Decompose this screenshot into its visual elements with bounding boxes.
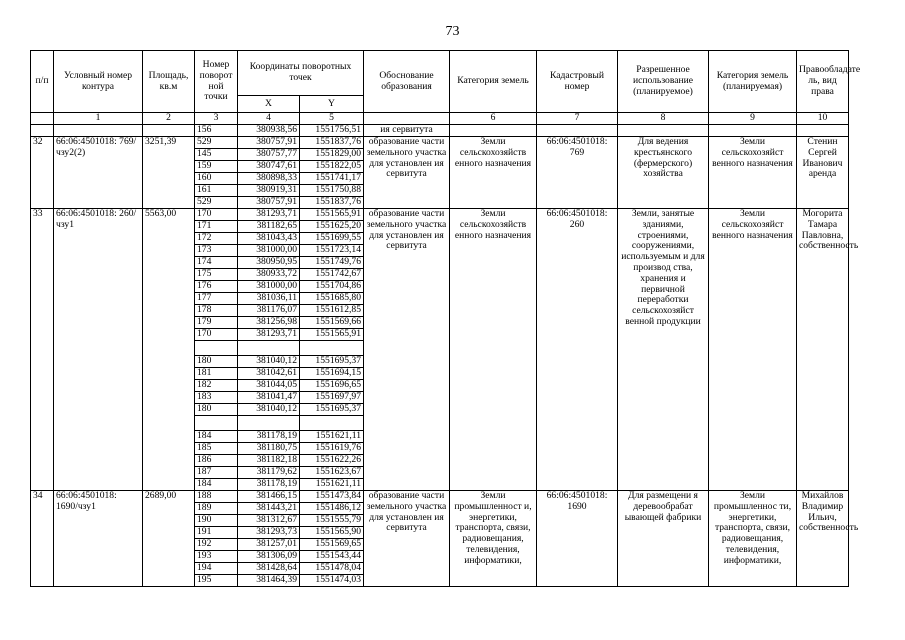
coord-x: 381000,00 [238, 281, 300, 293]
coord-x: 380938,56 [238, 125, 300, 137]
coord-x: 381043,43 [238, 233, 300, 245]
point-number: 160 [195, 173, 238, 185]
category-cell: Земли промышленност и, энергетики, транспорта, связи, радиовещания, телевидения, информатики, [450, 491, 537, 587]
reason-cell: образование части земельного участка для установлен ия сервитута [364, 137, 450, 209]
point-number: 189 [195, 503, 238, 515]
contour-number: 66:06:4501018: 260/чзу1 [54, 209, 143, 491]
coord-y: 1551625,20 [300, 221, 364, 233]
permitted-use: Земли, занятые зданиями, строениями, сооружениями, используемым и для производ ства, хранения и первичной переработки сельскохозяйст венной продукции [618, 209, 709, 491]
header-use: Разрешенное использование (планируемое) [618, 51, 709, 113]
contour-number: 66:06:4501018: 1690/чзу1 [54, 491, 143, 587]
coord-x: 381042,61 [238, 368, 300, 380]
point-number: 186 [195, 455, 238, 467]
point-number: 185 [195, 443, 238, 455]
point-number: 194 [195, 563, 238, 575]
point-number: 174 [195, 257, 238, 269]
coord-x: 381256,98 [238, 317, 300, 329]
point-number: 161 [195, 185, 238, 197]
owner-cell: Михайлов Владимир Ильич, собственность [797, 491, 849, 587]
owner-cell: Могорита Тамара Павловна, собственность [797, 209, 849, 491]
category-planned-cell: Земли сельскохозяйст венного назначения [709, 137, 797, 209]
point-number: 175 [195, 269, 238, 281]
point-number: 192 [195, 539, 238, 551]
point-number: 193 [195, 551, 238, 563]
reason-cell: образование части земельного участка для установлен ия сервитута [364, 209, 450, 491]
coord-y: 1551612,85 [300, 305, 364, 317]
coord-y: 1551622,26 [300, 455, 364, 467]
point-number: 156 [195, 125, 238, 137]
point-number: 529 [195, 197, 238, 209]
column-number: 5 [300, 113, 364, 125]
coord-y [300, 341, 364, 356]
point-number [195, 341, 238, 356]
coord-x: 380933,72 [238, 269, 300, 281]
coord-y: 1551837,76 [300, 137, 364, 149]
coord-x: 381040,12 [238, 404, 300, 416]
coord-x: 381182,18 [238, 455, 300, 467]
coord-y: 1551621,11 [300, 479, 364, 491]
table-row [31, 491, 849, 503]
coord-y: 1551697,97 [300, 392, 364, 404]
column-number: 1 [54, 113, 143, 125]
point-number: 173 [195, 245, 238, 257]
header-category-planned: Категория земель (планируемая) [709, 51, 797, 113]
point-number: 184 [195, 431, 238, 443]
point-number: 188 [195, 491, 238, 503]
coord-x: 380898,33 [238, 173, 300, 185]
header-owner: Правообладате ль, вид права [797, 51, 849, 113]
point-number: 529 [195, 137, 238, 149]
coord-y: 1551822,05 [300, 161, 364, 173]
land-plot-register-table [30, 50, 861, 587]
point-number: 180 [195, 356, 238, 368]
table-row [31, 137, 849, 149]
coord-y: 1551569,66 [300, 317, 364, 329]
coord-x: 381306,09 [238, 551, 300, 563]
coord-y: 1551829,00 [300, 149, 364, 161]
coord-y: 1551565,90 [300, 527, 364, 539]
cadastral-number: 66:06:4501018: 260 [537, 209, 618, 491]
point-number: 172 [195, 233, 238, 245]
column-number: 9 [709, 113, 797, 125]
column-number: 6 [450, 113, 537, 125]
point-number: 170 [195, 329, 238, 341]
coord-x: 380747,61 [238, 161, 300, 173]
coord-y: 1551742,67 [300, 269, 364, 281]
coord-x: 380757,91 [238, 137, 300, 149]
point-number: 195 [195, 575, 238, 587]
point-number: 184 [195, 479, 238, 491]
coord-x: 380757,91 [238, 197, 300, 209]
coord-x: 381000,00 [238, 245, 300, 257]
point-number: 145 [195, 149, 238, 161]
coord-x: 380950,95 [238, 257, 300, 269]
column-number: 2 [143, 113, 195, 125]
coord-y: 1551619,76 [300, 443, 364, 455]
coord-y: 1551694,15 [300, 368, 364, 380]
point-number: 181 [195, 368, 238, 380]
coord-x: 381180,75 [238, 443, 300, 455]
coord-x: 381312,67 [238, 515, 300, 527]
coord-y: 1551565,91 [300, 209, 364, 221]
coord-x [238, 416, 300, 431]
cadastral-number: 66:06:4501018: 769 [537, 137, 618, 209]
coord-x [238, 341, 300, 356]
coord-y: 1551750,88 [300, 185, 364, 197]
column-number: 4 [238, 113, 300, 125]
coord-x: 381466,15 [238, 491, 300, 503]
column-number: 8 [618, 113, 709, 125]
coord-y: 1551696,65 [300, 380, 364, 392]
category-planned-cell: Земли промышленнос ти, энергетики, транспорта, связи, радиовещания, телевидения, информатики, [709, 491, 797, 587]
point-number: 191 [195, 527, 238, 539]
coord-y: 1551837,76 [300, 197, 364, 209]
coord-y: 1551565,91 [300, 329, 364, 341]
header-x: X [238, 96, 300, 113]
coord-x: 381036,11 [238, 293, 300, 305]
category-cell: Земли сельскохозяйств енного назначения [450, 209, 537, 491]
header-category: Категория земель [450, 51, 537, 113]
coord-y: 1551704,86 [300, 281, 364, 293]
coord-x: 381293,73 [238, 527, 300, 539]
point-number: 177 [195, 293, 238, 305]
coord-y: 1551623,67 [300, 467, 364, 479]
coord-x: 381293,71 [238, 209, 300, 221]
point-number: 171 [195, 221, 238, 233]
point-number: 182 [195, 380, 238, 392]
header-num: п/п [31, 51, 54, 113]
coord-x: 380757,77 [238, 149, 300, 161]
cadastral-number: 66:06:4501018: 1690 [537, 491, 618, 587]
coord-y: 1551474,03 [300, 575, 364, 587]
coord-y: 1551486,12 [300, 503, 364, 515]
reason-cell: ия сервитута [364, 125, 450, 137]
coord-x: 381040,12 [238, 356, 300, 368]
coord-y: 1551555,79 [300, 515, 364, 527]
column-number: 3 [195, 113, 238, 125]
record-number: 32 [31, 137, 54, 209]
page-number: 73 [445, 24, 460, 39]
coord-y: 1551741,17 [300, 173, 364, 185]
point-number: 170 [195, 209, 238, 221]
coord-y: 1551478,04 [300, 563, 364, 575]
header-area: Площадь, кв.м [143, 51, 195, 113]
coord-x: 381293,71 [238, 329, 300, 341]
permitted-use: Для ведения крестьянского (фермерского) хозяйства [618, 137, 709, 209]
coord-y [300, 416, 364, 431]
column-numbers-row [31, 113, 849, 125]
table-row [31, 209, 849, 221]
point-number: 179 [195, 317, 238, 329]
coord-y: 1551569,65 [300, 539, 364, 551]
coord-y: 1551473,84 [300, 491, 364, 503]
coord-y: 1551543,44 [300, 551, 364, 563]
continued-row [31, 125, 849, 137]
record-number: 34 [31, 491, 54, 587]
coord-x: 381443,21 [238, 503, 300, 515]
coord-x: 380919,31 [238, 185, 300, 197]
point-number [195, 416, 238, 431]
contour-number: 66:06:4501018: 769/чзу2(2) [54, 137, 143, 209]
coord-y: 1551621,11 [300, 431, 364, 443]
coord-y: 1551695,37 [300, 404, 364, 416]
column-number: 7 [537, 113, 618, 125]
owner-cell: Стенин Сергей Иванович аренда [797, 137, 849, 209]
header-coordinates: Координаты поворотных точек [238, 51, 364, 96]
header-reason: Обоснование образования [364, 51, 450, 113]
coord-x: 381178,19 [238, 479, 300, 491]
coord-x: 381041,47 [238, 392, 300, 404]
header-point: Номер поворот ной точки [195, 51, 238, 113]
header-contour: Условный номер контура [54, 51, 143, 113]
coord-x: 381179,62 [238, 467, 300, 479]
permitted-use: Для размещени я деревообрабат ывающей фабрики [618, 491, 709, 587]
coord-y: 1551723,14 [300, 245, 364, 257]
point-number: 183 [195, 392, 238, 404]
point-number: 180 [195, 404, 238, 416]
header-y: Y [300, 96, 364, 113]
coord-x: 381464,39 [238, 575, 300, 587]
area-cell: 2689,00 [143, 491, 195, 587]
coord-x: 381176,07 [238, 305, 300, 317]
coord-y: 1551685,80 [300, 293, 364, 305]
coord-y: 1551695,37 [300, 356, 364, 368]
reason-cell: образование части земельного участка для установлен ия сервитута [364, 491, 450, 587]
category-cell: Земли сельскохозяйств енного назначения [450, 137, 537, 209]
point-number: 178 [195, 305, 238, 317]
coord-y: 1551749,76 [300, 257, 364, 269]
header-row [31, 51, 849, 96]
category-planned-cell: Земли сельскохозяйст венного назначения [709, 209, 797, 491]
coord-x: 381044,05 [238, 380, 300, 392]
header-cadastral: Кадастровый номер [537, 51, 618, 113]
coord-y: 1551699,55 [300, 233, 364, 245]
point-number: 159 [195, 161, 238, 173]
point-number: 187 [195, 467, 238, 479]
coord-y: 1551756,51 [300, 125, 364, 137]
area-cell: 3251,39 [143, 137, 195, 209]
column-number: 10 [797, 113, 849, 125]
record-number: 33 [31, 209, 54, 491]
coord-x: 381257,01 [238, 539, 300, 551]
point-number: 176 [195, 281, 238, 293]
area-cell: 5563,00 [143, 209, 195, 491]
point-number: 190 [195, 515, 238, 527]
coord-x: 381178,19 [238, 431, 300, 443]
coord-x: 381428,64 [238, 563, 300, 575]
coord-x: 381182,65 [238, 221, 300, 233]
